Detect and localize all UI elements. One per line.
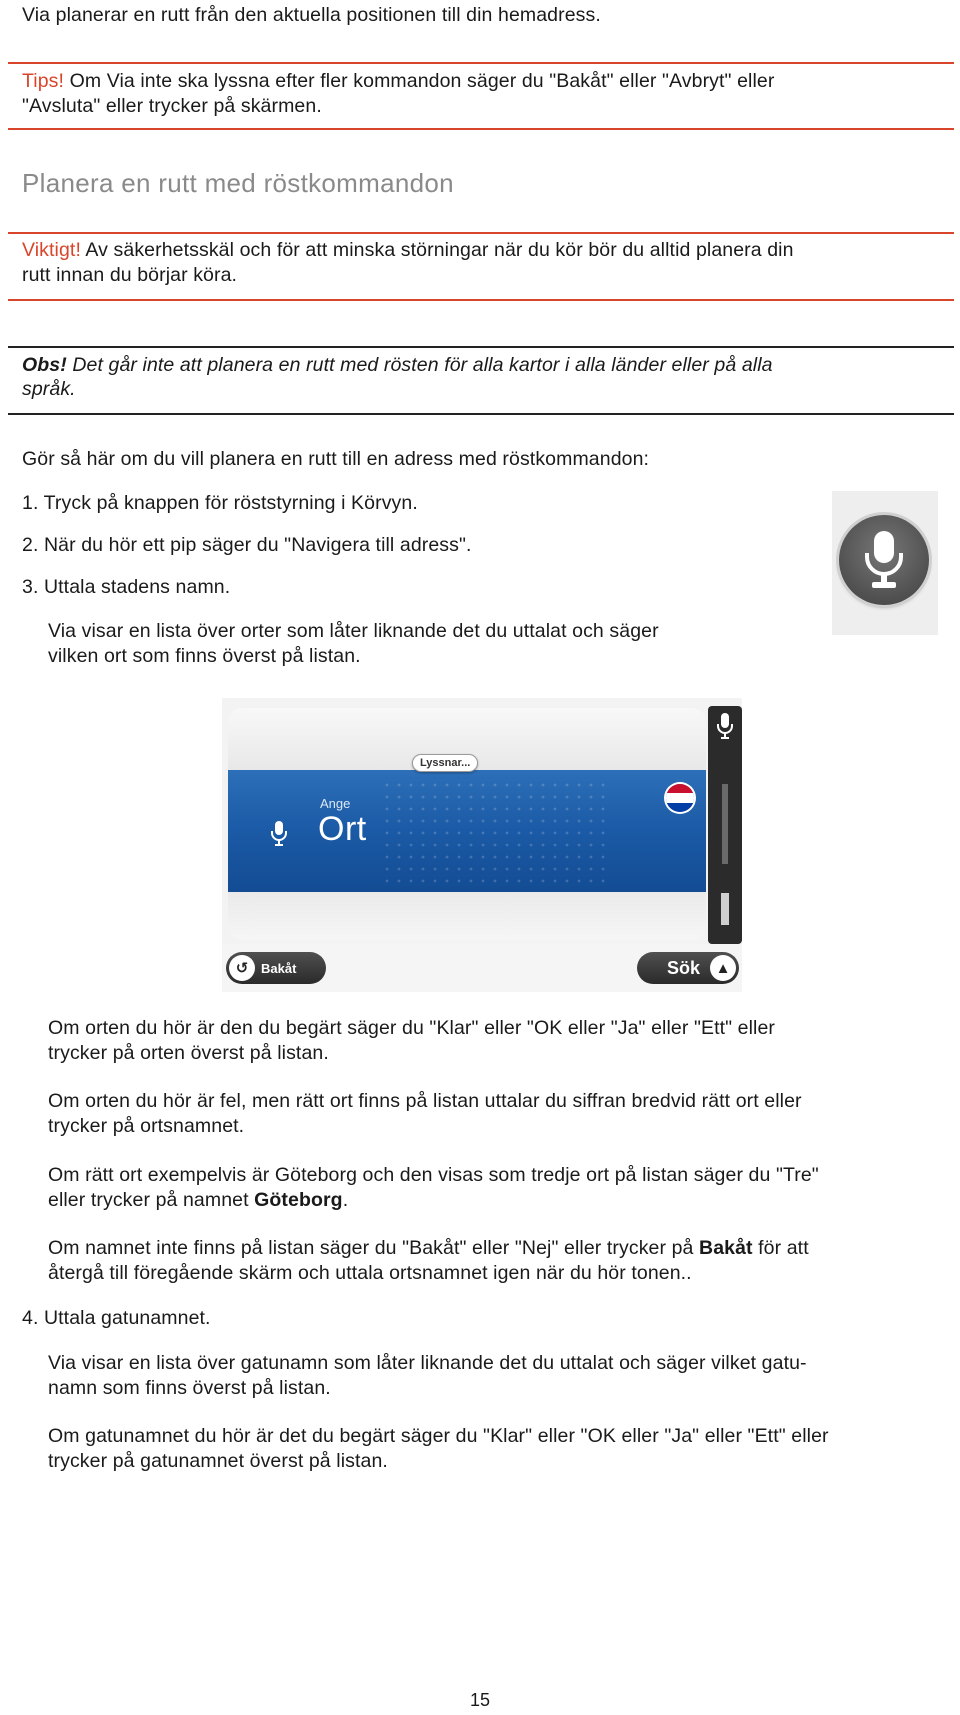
device-input-panel	[228, 770, 706, 892]
prompt-label: Ange	[320, 796, 351, 811]
intro-text: Via planerar en rutt från den aktuella positionen till din hemadress.	[22, 4, 601, 26]
device-list-panel	[228, 892, 706, 940]
scroll-handle	[721, 893, 729, 925]
side-microphone-icon	[716, 712, 734, 742]
para-3-end: .	[342, 1189, 349, 1211]
important-line-1	[22, 238, 794, 263]
para-5-line-1: Via visar en lista över gatunamn som låter liknande det du uttalat och säger vilket gatu-	[48, 1352, 807, 1374]
input-microphone-icon	[270, 820, 288, 848]
note-line-1	[22, 353, 773, 378]
tip-label: Tips!	[22, 70, 65, 92]
search-button	[637, 952, 739, 984]
tip-bottom-rule	[8, 128, 954, 130]
note-label: Obs!	[22, 354, 67, 376]
para-6-line-2: trycker på gatunamnet överst på listan.	[48, 1450, 388, 1472]
important-top-rule	[8, 232, 954, 234]
para-2-line-1: Om orten du hör är fel, men rätt ort finns på listan uttalar du siffran bredvid rätt ort eller	[48, 1090, 802, 1112]
back-button-label: Bakåt	[261, 960, 297, 976]
note-bottom-rule	[8, 413, 954, 415]
para-3-line-2	[48, 1188, 348, 1213]
tip-line-1	[22, 69, 774, 94]
para-5-line-2: namn som finns överst på listan.	[48, 1377, 331, 1399]
para-4-line-2: återgå till föregående skärm och uttala ortsnamnet igen när du hör tonen..	[48, 1262, 692, 1284]
tip-line-2: "Avsluta" eller trycker på skärmen.	[22, 95, 322, 117]
note-line-2: språk.	[22, 378, 76, 400]
instructions-intro: Gör så här om du vill planera en rutt till en adress med röstkommandon:	[22, 448, 650, 470]
voice-control-button	[839, 515, 929, 605]
para-3-text: eller trycker på namnet	[48, 1189, 255, 1211]
para-4-bold-back: Bakåt	[699, 1237, 753, 1259]
listening-badge: Lyssnar...	[412, 754, 478, 772]
para-4-text: Om namnet inte finns på listan säger du "Bakåt" eller "Nej" eller trycker på	[48, 1237, 700, 1259]
tip-top-rule	[8, 62, 954, 64]
important-label: Viktigt!	[22, 239, 81, 261]
para-6-line-1: Om gatunamnet du hör är det du begärt säger du "Klar" eller "OK eller "Ja" eller "Ett" eller	[48, 1425, 829, 1447]
step-2: 2. När du hör ett pip säger du "Navigera till adress".	[22, 534, 472, 556]
country-flag-icon	[666, 784, 694, 812]
para-4-line-1	[48, 1236, 809, 1261]
step-3-para-line-1: Via visar en lista över orter som låter liknande det du uttalat och säger	[48, 620, 659, 642]
page-number: 15	[469, 1690, 491, 1710]
scroll-track	[722, 784, 728, 864]
important-bottom-rule	[8, 299, 954, 301]
para-4-end: för att	[752, 1237, 809, 1259]
step-3: 3. Uttala stadens namn.	[22, 576, 231, 598]
para-3-line-1: Om rätt ort exempelvis är Göteborg och den visas som tredje ort på listan säger du "Tre"	[48, 1164, 819, 1186]
back-button	[226, 952, 326, 984]
important-line-2: rutt innan du börjar köra.	[22, 264, 238, 286]
back-arrow-icon: ↺	[229, 955, 255, 981]
dot-pattern	[228, 770, 696, 892]
step-1: 1. Tryck på knappen för röststyrning i Körvyn.	[22, 492, 418, 514]
para-1-line-2: trycker på orten överst på listan.	[48, 1042, 329, 1064]
tip-text-1: Om Via inte ska lyssna efter fler kommandon säger du "Bakåt" eller "Avbryt" eller	[64, 70, 775, 92]
section-title: Planera en rutt med röstkommandon	[22, 168, 454, 198]
note-text-1: Det går inte att planera en rutt med rösten för alla kartor i alla länder eller på alla	[66, 354, 773, 376]
para-1-line-1: Om orten du hör är den du begärt säger du "Klar" eller "OK eller "Ja" eller "Ett" eller	[48, 1017, 775, 1039]
step-4: 4. Uttala gatunamnet.	[22, 1307, 211, 1329]
step-3-para-line-2: vilken ort som finns överst på listan.	[48, 645, 361, 667]
important-text-1: Av säkerhetsskäl och för att minska störningar när du kör bör du alltid planera din	[80, 239, 794, 261]
para-2-line-2: trycker på ortsnamnet.	[48, 1115, 245, 1137]
device-screenshot	[222, 698, 742, 992]
prompt-field-name: Ort	[318, 810, 367, 848]
search-button-label: Sök	[666, 957, 700, 978]
microphone-icon	[859, 529, 909, 591]
keyboard-up-icon: ▲	[710, 955, 736, 981]
para-3-bold-city: Göteborg	[254, 1189, 343, 1211]
voice-control-button-image	[832, 491, 938, 635]
note-top-rule	[8, 346, 954, 348]
